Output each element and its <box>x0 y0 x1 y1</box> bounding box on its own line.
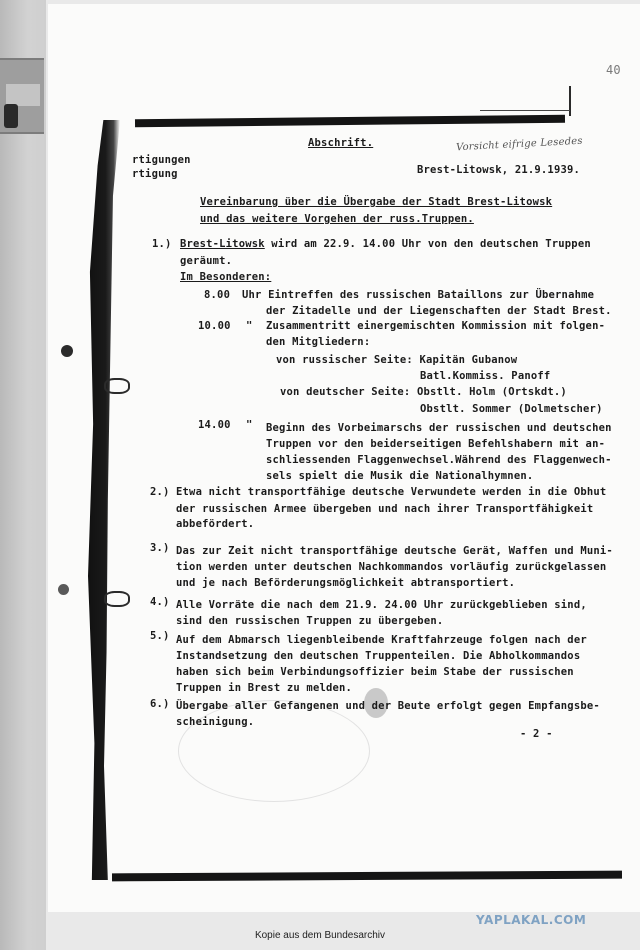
archive-caption: Kopie aus dem Bundesarchiv <box>254 930 386 941</box>
item-line: Uhr Eintreffen des russischen Bataillons zur Übernahme <box>242 289 595 301</box>
page-number-stamp: 40 <box>606 63 621 77</box>
item-line: Instandsetzung den deutschen Truppenteilen. Die Abholkommandos <box>176 650 581 662</box>
item-number: 4.) <box>150 596 170 608</box>
margin-mark-line <box>480 110 570 111</box>
punch-hole <box>61 345 73 357</box>
item-line <box>180 238 591 251</box>
item-number: 5.) <box>150 630 170 642</box>
subheading: Im Besonderen: <box>180 271 272 283</box>
item-line: Etwa nicht transportfähige deutsche Verwundete werden in die Obhut <box>176 486 607 498</box>
scan-left-edge <box>0 0 46 950</box>
item-line: Truppen vor den beiderseitigen Befehlshabern mit an- <box>266 438 606 450</box>
item-line: der russischen Armee übergeben und nach ihrer Transportfähigkeit <box>176 503 594 515</box>
item-number: 1.) <box>152 238 172 250</box>
item-line: der Zitadelle und der Liegenschaften der Stadt Brest. <box>266 305 612 317</box>
item-line: Beginn des Vorbeimarschs der russischen und deutschen <box>266 422 612 434</box>
cutoff-line: rtigungen <box>132 154 191 166</box>
item-line: Das zur Zeit nicht transportfähige deutsche Gerät, Waffen und Muni- <box>176 545 613 557</box>
item-line: haben sich beim Verbindungsoffizier beim Stabe der russischen <box>176 666 574 678</box>
item-line: Auf dem Abmarsch liegenbleibende Kraftfahrzeuge folgen nach der <box>176 634 587 646</box>
document-title: Abschrift. <box>308 137 374 149</box>
member-line: von deutscher Seite: Obstlt. Holm (Ortskdt.) <box>280 386 567 398</box>
ditto-mark: " <box>246 320 253 332</box>
item-number: 3.) <box>150 542 170 554</box>
place-date: Brest-Litowsk, 21.9.1939. <box>417 164 581 176</box>
item-line: Zusammentritt einergemischten Kommission mit folgen- <box>266 320 606 332</box>
item-line: geräumt. <box>180 255 233 267</box>
item-line: den Mitgliedern: <box>266 336 371 348</box>
item-line: tion werden unter deutschen Nachkommandos vorläufig zurückgelassen <box>176 561 607 573</box>
watermark: YAPLAKAL.COM <box>476 913 587 927</box>
time-label: 8.00 <box>204 289 231 301</box>
binder-slot <box>6 84 40 106</box>
item-line: und je nach Beförderungsmöglichkeit abtransportiert. <box>176 577 516 589</box>
member-line: von russischer Seite: Kapitän Gubanow <box>276 354 518 366</box>
punch-hole <box>58 584 69 595</box>
cutoff-line: rtigung <box>132 168 178 180</box>
item-line: scheinigung. <box>176 716 255 728</box>
time-label: 10.00 <box>198 320 231 332</box>
item-line: sind den russischen Truppen zu übergeben. <box>176 615 444 627</box>
member-line: Obstlt. Sommer (Dolmetscher) <box>420 403 603 415</box>
item-line: Übergabe aller Gefangenen und der Beute erfolgt gegen Empfangsbe- <box>176 700 600 712</box>
ditto-mark: " <box>246 419 253 431</box>
time-label: 14.00 <box>198 419 231 431</box>
item-line-rest: wird am 22.9. 14.00 Uhr von den deutschen Truppen <box>264 238 591 250</box>
heading-line: und das weitere Vorgehen der russ.Truppen. <box>200 213 474 225</box>
binder-knob <box>4 104 18 128</box>
item-line: Alle Vorräte die nach dem 21.9. 24.00 Uhr zurückgeblieben sind, <box>176 599 587 611</box>
member-line: Batl.Kommiss. Panoff <box>420 370 551 382</box>
item-number: 2.) <box>150 486 170 498</box>
punch-hole-ring <box>104 591 130 607</box>
heading-line: Vereinbarung über die Übergabe der Stadt Brest-Litowsk <box>200 196 553 208</box>
page-marker: - 2 - <box>520 728 553 740</box>
punch-hole-ring <box>104 378 130 394</box>
item-line: Truppen in Brest zu melden. <box>176 682 353 694</box>
place-name: Brest-Litowsk <box>180 238 265 250</box>
item-line: sels spielt die Musik die Nationalhymnen. <box>266 470 534 482</box>
margin-mark <box>569 86 571 116</box>
item-line: abbefördert. <box>176 518 255 530</box>
item-line: schliessenden Flaggenwechsel.Während des Flaggenwech- <box>266 454 612 466</box>
item-number: 6.) <box>150 698 170 710</box>
handwritten-note: Vorsicht eifrige Lesedes <box>455 135 584 154</box>
